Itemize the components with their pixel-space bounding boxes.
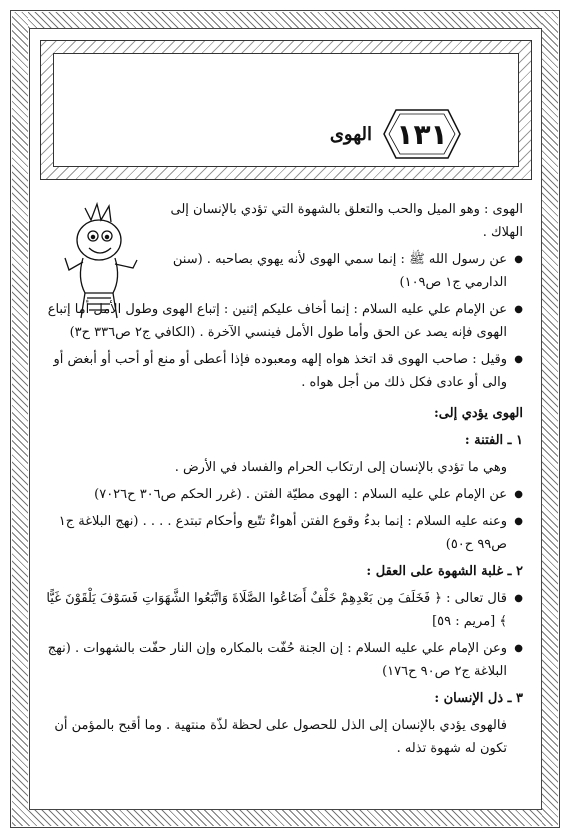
sec1-bullet-2: ● وعنه عليه السلام : إنما بدءُ وقوع الفتن أهواءٌ تتّبع وأحكام تبتدع . . . . (نهج البلاغة ج١ ص٩٩ ح٥٠)	[45, 510, 523, 556]
chapter-number: ١٣١	[396, 117, 448, 151]
sec1-text: وهي ما تؤدي بالإنسان إلى ارتكاب الحرام والفساد في الأرض .	[174, 460, 507, 475]
border-band-bottom	[12, 810, 558, 826]
bullet-hadith-ali: ● عن الإمام علي عليه السلام : إنما أخاف عليكم إثنين : إتباع الهوى وطول الأمل أما إتباع الهوى فإنه يصد عن الحق وأما طول الأمل فينسي الآخرة . (الكافي ج٢ ص٣٣٦ ح٣)	[45, 298, 523, 344]
section-heading: الهوى يؤدي إلى:	[433, 406, 523, 421]
sec1-title: ١ ـ الفتنة :	[464, 433, 523, 448]
sec2-bullet-quran: ● قال تعالى : ﴿ فَخَلَفَ مِن بَعْدِهِمْ خَلْفٌ أَضَاعُوا الصَّلَاةَ وَاتَّبَعُوا الشَّهَوَاتِ فَسَوْفَ يَلْقَوْنَ غَيًّا ﴾ [مريم : ٥٩]	[45, 587, 523, 633]
sec3-text: فالهوى يؤدي بالإنسان إلى الذل للحصول على لحظة لذّة منتهية . وما أقبح بالمؤمن أن تكون له شهوة تذله .	[54, 718, 507, 756]
bullet-saying: ● وقيل : صاحب الهوى قد اتخذ هواه إلهه ومعبوده فإذا أعطى أو منع أو أحب أو أبغض أو والى أو عادى فكل ذلك من أجل هواه .	[45, 348, 523, 394]
sec3-title: ٣ ـ ذل الإنسان :	[434, 691, 523, 706]
number-badge	[382, 108, 462, 160]
sec2-bullet-hadith: ● وعن الإمام علي عليه السلام : إن الجنة حُفّت بالمكاره وإن النار حفّت بالشهوات . (نهج البلاغة ج٢ ص٩٠ ح١٧٦)	[45, 637, 523, 683]
border-band-top	[12, 12, 558, 28]
sec1-bullet-1: ● عن الإمام علي عليه السلام : الهوى مطيّة الفتن . (غرر الحكم ص٣٠٦ ح٧٠٢٦)	[45, 483, 523, 506]
main-text	[45, 198, 523, 764]
bullet-hadith-prophet: ● عن رسول الله ﷺ : إنما سمي الهوى لأنه يهوي بصاحبه . (سنن الدارمي ج١ ص١٠٩)	[145, 248, 523, 294]
sec2-title: ٢ ـ غلبة الشهوة على العقل :	[366, 564, 523, 579]
intro-paragraph: الهوى : وهو الميل والحب والتعلق بالشهوة التي تؤدي بالإنسان إلى الهلاك .	[170, 202, 523, 240]
border-band-right	[542, 12, 558, 826]
border-band-left	[12, 12, 28, 826]
chapter-title: الهوى	[329, 124, 372, 145]
